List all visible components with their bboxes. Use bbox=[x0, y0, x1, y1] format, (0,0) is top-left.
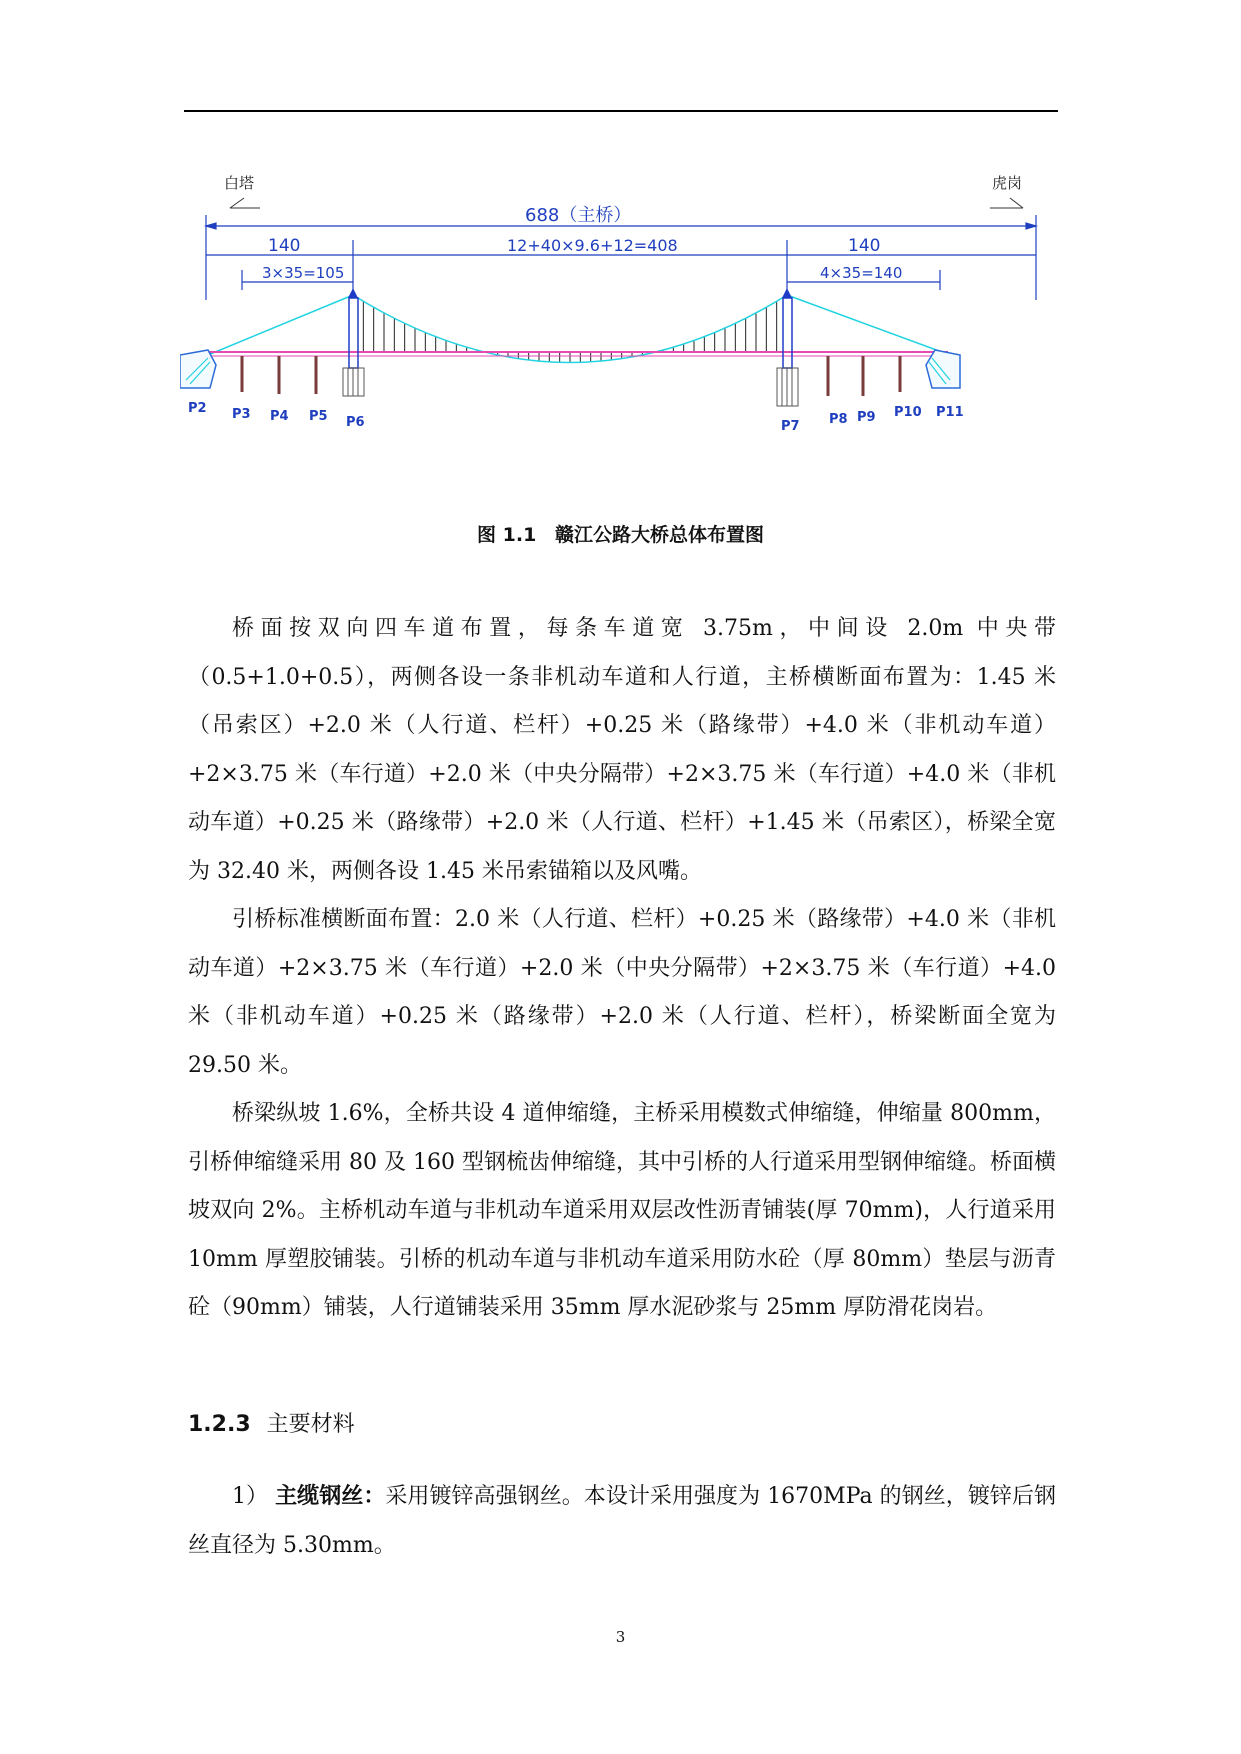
bridge-elevation-figure bbox=[180, 160, 1060, 490]
dim-total-label: 688（主桥） bbox=[525, 205, 632, 226]
section-title: 主要材料 bbox=[266, 1412, 355, 1437]
pier-label: P10 bbox=[894, 405, 922, 420]
pier-label: P4 bbox=[270, 409, 289, 424]
paragraph bbox=[188, 1472, 1056, 1570]
dim-left-sub-label: 3×35=105 bbox=[262, 264, 345, 282]
pier-label: P6 bbox=[346, 415, 365, 430]
pier-label: P8 bbox=[829, 412, 848, 427]
right-backstay bbox=[787, 295, 950, 355]
bridge-drawing bbox=[180, 160, 1060, 490]
material-paragraph bbox=[188, 1472, 1056, 1570]
dim-left-label: 140 bbox=[268, 236, 301, 256]
dimension-lines bbox=[206, 215, 1036, 300]
caption-number: 图 1.1 bbox=[477, 524, 537, 546]
section-heading bbox=[188, 1407, 355, 1438]
anchorage-right bbox=[926, 350, 960, 388]
pier-label: P3 bbox=[232, 407, 251, 422]
material-prefix: 1） bbox=[232, 1484, 269, 1509]
paragraph: 引桥标准横断面布置：2.0 米（人行道、栏杆）+0.25 米（路缘带）+4.0 米（非机动车道）+2×3.75 米（车行道）+2.0 米（中央分隔带）+2×3.75 米（车行道）+4.0 米（非机动车道）+0.25 米（路缘带）+2.0 米（人行道、栏杆），桥梁断面全宽为 29.50 米。 bbox=[188, 907, 1056, 1078]
pier-label: P11 bbox=[936, 405, 964, 420]
left-backstay bbox=[208, 295, 353, 355]
caption-title: 赣江公路大桥总体布置图 bbox=[554, 524, 764, 546]
material-term: 主缆钢丝： bbox=[275, 1483, 386, 1509]
figure-caption bbox=[0, 520, 1241, 547]
tower-left bbox=[343, 288, 364, 396]
tower-right bbox=[777, 288, 798, 406]
pier-label: P7 bbox=[781, 419, 800, 434]
dim-right-label: 140 bbox=[848, 236, 881, 256]
paragraph: 桥面按双向四车道布置，每条车道宽 3.75m，中间设 2.0m 中央带（0.5+1.0+0.5），两侧各设一条非机动车道和人行道，主桥横断面布置为：1.45 米（吊索区）+2.0 米（人行道、栏杆）+0.25 米（路缘带）+4.0 米（非机动车道）+2×3.75 米（车行道）+2.0 米（中央分隔带）+2×3.75 米（车行道）+4.0 米（非机动车道）+0.25 米（路缘带）+2.0 米（人行道、栏杆）+1.45 米（吊索区），桥梁全宽为 32.40 米，两侧各设 1.45 米吊索锚箱以及风嘴。 bbox=[188, 616, 1056, 884]
label-right-end: 虎岗 bbox=[992, 174, 1023, 192]
label-left-end: 白塔 bbox=[224, 174, 255, 192]
paragraph: 桥梁纵坡 1.6%，全桥共设 4 道伸缩缝，主桥采用模数式伸缩缝，伸缩量 800mm，引桥伸缩缝采用 80 及 160 型钢梳齿伸缩缝，其中引桥的人行道采用型钢伸缩缝。桥面横坡双向 2%。主桥机动车道与非机动车道采用双层改性沥青铺装(厚 70mm)，人行道采用 10mm 厚塑胶铺装。引桥的机动车道与非机动车道采用防水砼（厚 80mm）垫层与沥青砼（90mm）铺装，人行道铺装采用 35mm 厚水泥砂浆与 25mm 厚防滑花岗岩。 bbox=[188, 1101, 1056, 1320]
pier-label: P2 bbox=[188, 401, 207, 416]
pier-labels bbox=[188, 401, 964, 434]
dim-center-label: 12+40×9.6+12=408 bbox=[507, 236, 678, 255]
anchorage-left bbox=[180, 350, 216, 388]
dim-right-sub-label: 4×35=140 bbox=[820, 264, 903, 282]
body-paragraphs bbox=[188, 605, 1056, 1333]
header-rule bbox=[184, 110, 1058, 112]
material-text: 采用镀锌高强钢丝。本设计采用强度为 1670MPa 的钢丝，镀锌后钢丝直径为 5.30mm。 bbox=[188, 1484, 1056, 1558]
section-number: 1.2.3 bbox=[188, 1412, 251, 1437]
pier-label: P5 bbox=[309, 409, 328, 424]
page-number: 3 bbox=[615, 1628, 626, 1646]
pier-label: P9 bbox=[857, 410, 876, 425]
